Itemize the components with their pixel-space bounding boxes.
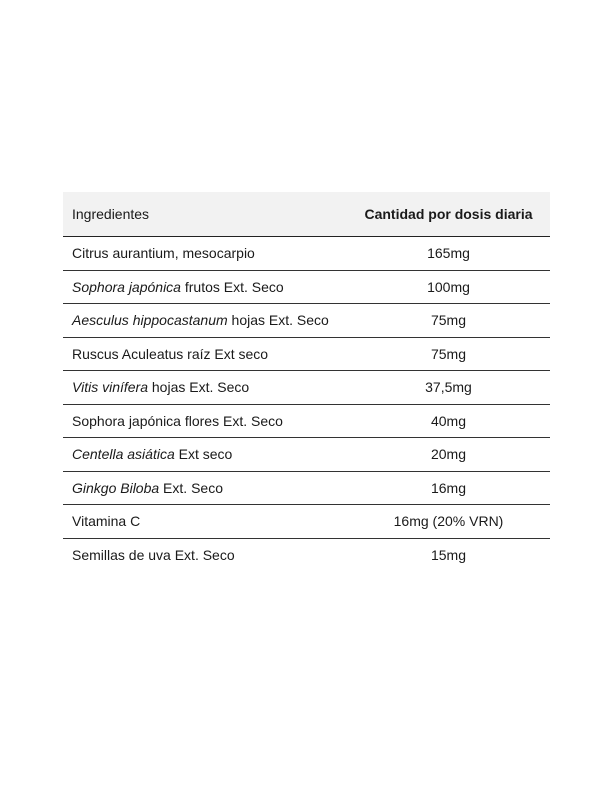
table-row	[63, 471, 550, 505]
table-row	[63, 404, 550, 438]
table-row	[63, 337, 550, 371]
ingredient-cell	[63, 337, 355, 371]
ingredient-text: Ruscus Aculeatus raíz Ext seco	[72, 345, 269, 362]
ingredient-text: hojas Ext. Seco	[227, 312, 329, 329]
quantity-cell: 100mg	[355, 270, 550, 304]
ingredients-table	[63, 192, 550, 571]
ingredient-italic: Centella asiática	[72, 446, 175, 463]
table-header-row	[63, 192, 550, 237]
ingredient-cell	[63, 471, 355, 505]
ingredient-text: Semillas de uva Ext. Seco	[72, 546, 235, 563]
quantity-cell: 15mg	[430, 546, 467, 563]
table-row	[63, 270, 550, 304]
ingredient-text: frutos Ext. Seco	[180, 278, 284, 295]
ingredient-cell	[63, 404, 355, 438]
ingredient-cell	[63, 371, 355, 405]
ingredient-cell	[63, 538, 355, 571]
header-quantity: Cantidad por dosis diaria	[355, 192, 550, 237]
header-ingredients: Ingredientes	[63, 192, 355, 237]
ingredient-text: Vitamina C	[72, 513, 141, 530]
table-row	[63, 438, 550, 472]
table-body	[63, 237, 550, 572]
quantity-cell: 75mg	[355, 337, 550, 371]
quantity-cell: 165mg	[355, 237, 550, 271]
quantity-cell: 40mg	[355, 404, 550, 438]
ingredients-table-container	[63, 192, 550, 571]
ingredient-cell	[63, 237, 355, 271]
ingredient-cell	[63, 304, 355, 338]
ingredient-text: hojas Ext. Seco	[148, 379, 250, 396]
ingredient-cell	[63, 438, 355, 472]
ingredient-text: Ext seco	[174, 446, 233, 463]
ingredient-italic: Vitis vinífera	[72, 379, 148, 396]
quantity-cell: 20mg	[355, 438, 550, 472]
table-header	[63, 192, 550, 237]
ingredient-text: Citrus aurantium, mesocarpio	[72, 245, 255, 262]
table-row	[63, 371, 550, 405]
ingredient-cell	[63, 505, 355, 539]
table-row	[63, 237, 550, 271]
quantity-cell: 75mg	[355, 304, 550, 338]
ingredient-text: Ext. Seco	[159, 479, 223, 496]
table-row	[63, 538, 550, 571]
ingredient-cell	[63, 270, 355, 304]
ingredient-italic: Aesculus hippocastanum	[72, 312, 228, 329]
quantity-cell: 37,5mg	[355, 371, 550, 405]
table-row	[63, 304, 550, 338]
table-row	[63, 505, 550, 539]
ingredient-italic: Sophora japónica	[72, 278, 181, 295]
quantity-cell: 16mg	[355, 471, 550, 505]
ingredient-text: Sophora japónica flores Ext. Seco	[72, 412, 283, 429]
quantity-cell: 16mg (20% VRN)	[355, 505, 550, 539]
ingredient-italic: Ginkgo Biloba	[72, 479, 160, 496]
